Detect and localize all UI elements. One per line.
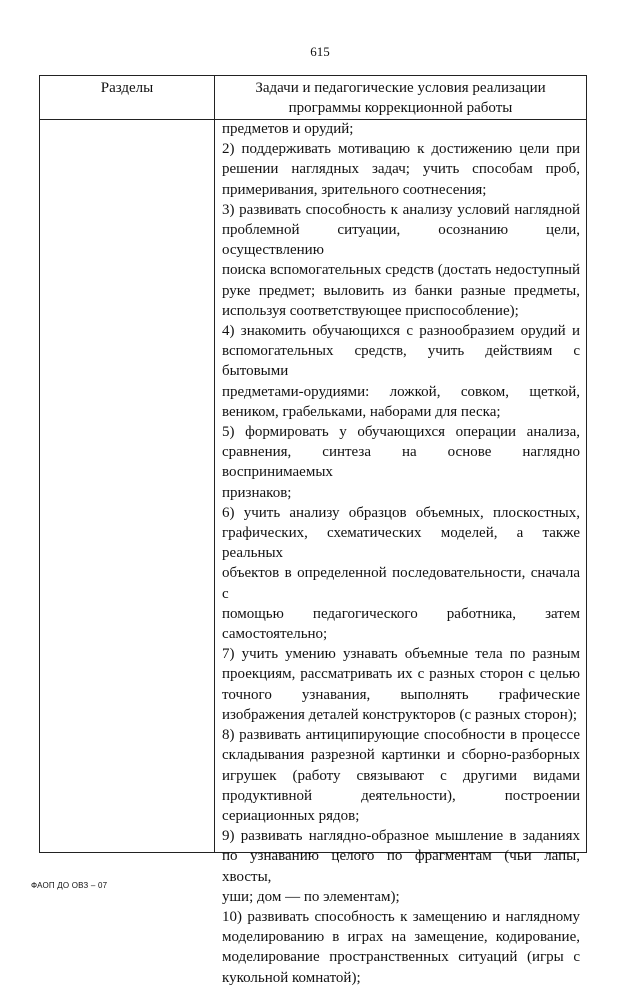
tasks-cell [222, 119, 580, 988]
text-line: изображения деталей конструкторов (с разных сторон); [222, 706, 577, 723]
header-tasks-line-2: программы коррекционной работы [288, 100, 513, 116]
header-sections: Разделы [100, 80, 154, 96]
text-line: точного узнавания, выполнять графические [222, 686, 580, 703]
text-line: предметами-орудиями: ложкой, совком, щеткой, [222, 383, 580, 400]
text-line: примеривания, зрительного соотнесения; [222, 181, 487, 198]
text-line: 7) учить умению узнавать объемные тела по разным [222, 646, 580, 663]
text-line: проекциям, рассматривать их с разных сторон с целью [222, 666, 580, 683]
text-line: объектов в определенной последовательности, сначала с [222, 565, 580, 602]
text-line: графических, схематических моделей, а также реальных [222, 525, 580, 562]
text-line: проблемной ситуации, осознанию цели, осуществлению [222, 222, 580, 259]
text-line: 4) знакомить обучающихся с разнообразием орудий и [222, 323, 580, 340]
text-line: вспомогательных средств, учить действиям с бытовыми [222, 343, 580, 380]
text-line: веником, грабельками, наборами для песка; [222, 403, 501, 420]
text-line: самостоятельно; [222, 626, 328, 643]
text-line: 5) формировать у обучающихся операции анализа, [222, 424, 580, 441]
text-line: кукольной комнатой); [222, 969, 361, 986]
footer-doc-code: ФАОП ДО ОВЗ – 07 [31, 881, 108, 890]
text-line: по узнаванию целого по фрагментам (чьи лапы, хвосты, [222, 848, 580, 885]
text-line: 2) поддерживать мотивацию к достижению цели при [222, 141, 580, 158]
text-line: 3) развивать способность к анализу условий наглядной [222, 201, 580, 218]
text-line: используя соответствующее приспособление); [222, 302, 519, 319]
page-number: 615 [310, 44, 330, 59]
text-line: признаков; [222, 484, 292, 501]
text-line: решении наглядных задач; учить способам проб, [222, 161, 580, 178]
text-line: сериационных рядов; [222, 807, 360, 824]
text-line: складывания разрезной картинки и сборно-разборных [222, 747, 580, 764]
text-line: моделированию в играх на замещение, кодирование, [222, 929, 580, 946]
text-line: игрушек (работу связывают с другими видами [222, 767, 580, 784]
header-tasks-line-1: Задачи и педагогические условия реализации [255, 80, 546, 96]
text-line: поиска вспомогательных средств (достать недоступный [222, 262, 580, 279]
text-line: сравнения, синтеза на основе наглядно воспринимаемых [222, 444, 580, 481]
text-line: предметов и орудий; [222, 121, 354, 137]
text-line: 10) развивать способность к замещению и наглядному [222, 908, 580, 925]
table-header-row [40, 76, 586, 120]
text-line: уши; дом — по элементам); [222, 888, 400, 905]
text-line: 8) развивать антиципирующие способности в процессе [222, 727, 580, 744]
text-line: моделирование пространственных ситуаций (игры с [222, 949, 580, 966]
text-line: 9) развивать наглядно-образное мышление в заданиях [222, 828, 580, 845]
text-line: продуктивной деятельности), построении [222, 787, 580, 804]
text-line: руке предмет; выловить из банки разные предметы, [222, 282, 580, 299]
column-divider [214, 76, 215, 852]
text-line: 6) учить анализу образцов объемных, плоскостных, [222, 504, 580, 521]
text-line: помощью педагогического работника, затем [222, 605, 580, 622]
header-tasks [215, 78, 586, 118]
